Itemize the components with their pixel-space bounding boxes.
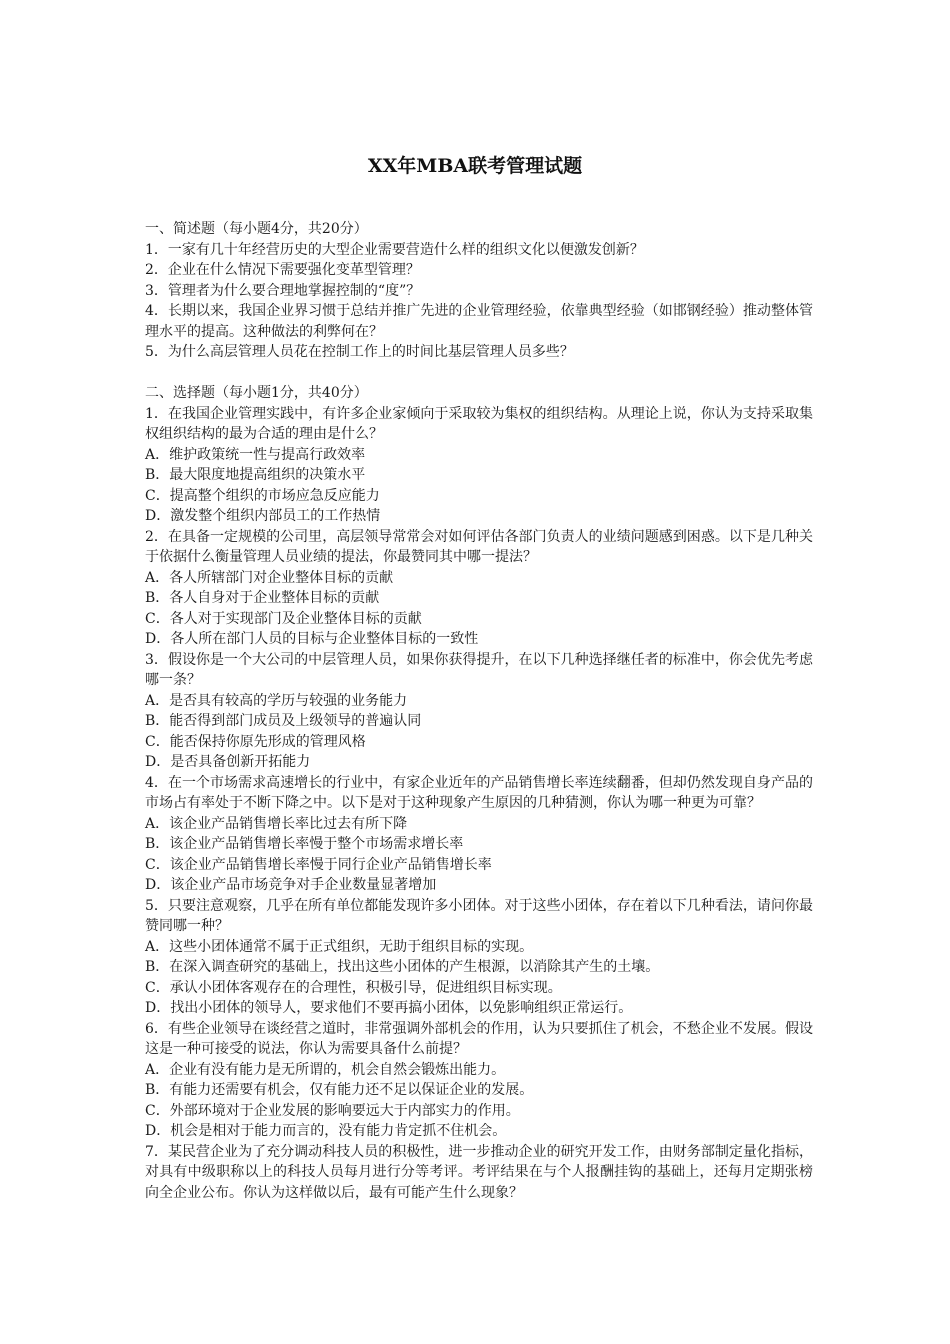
option-a: A．维护政策统一性与提高行政效率 [145,446,366,463]
option-b: B．在深入调查研究的基础上，找出这些小团体的产生根源，以消除其产生的土壤。 [145,959,660,975]
choice-question [145,1019,813,1142]
option-a: A．是否具有较高的学历与较强的业务能力 [145,692,408,709]
option-b: B．有能力还需要有机会，仅有能力还不足以保证企业的发展。 [145,1082,534,1098]
option-b: B．各人自身对于企业整体目标的贡献 [145,590,380,606]
question-stem: 3．假设你是一个大公司的中层管理人员，如果你获得提升，在以下几种选择继任者的标准中，你会优先考虑哪一条？ [145,651,813,688]
option-c: C．该企业产品销售增长率慢于同行企业产品销售增长率 [145,856,492,873]
choice-question [145,650,813,773]
option-a: A．该企业产品销售增长率比过去有所下降 [145,815,408,832]
option-d: D．找出小团体的领导人，要求他们不要再搞小团体，以免影响组织正常运行。 [145,1000,633,1016]
option-b: B．最大限度地提高组织的决策水平 [145,467,366,483]
option-b: B．该企业产品销售增长率慢于整个市场需求增长率 [145,836,464,852]
choice-question [145,896,813,1019]
section-heading: 二、选择题（每小题1分，共40分） [145,385,368,401]
question-stem: 7．某民营企业为了充分调动科技人员的积极性，进一步推动企业的研究开发工作，由财务部制定量化指标，对具有中级职称以上的科技人员每月进行分等考评。考评结果在与个人报酬挂钩的基础上，还每月定期张榜向全企业公布。你认为这样做以后，最有可能产生什么现象？ [145,1143,813,1201]
option-c: C．承认小团体客观存在的合理性，积极引导，促进组织目标实现。 [145,979,562,996]
option-c: C．外部环境对于企业发展的影响要远大于内部实力的作用。 [145,1102,520,1119]
choice-question [145,773,813,896]
question-stem: 4．在一个市场需求高速增长的行业中，有家企业近年的产品销售增长率连续翻番，但却仍然发现自身产品的市场占有率处于不断下降之中。以下是对于这种现象产生原因的几种猜测，你认为哪一种更为可靠？ [145,774,813,811]
question-stem: 2．在具备一定规模的公司里，高层领导常常会对如何评估各部门负责人的业绩问题感到困惑。以下是几种关于依据什么衡量管理人员业绩的提法，你最赞同其中哪一提法？ [145,528,813,565]
question-item: 2．企业在什么情况下需要强化变革型管理？ [145,262,420,278]
choice-question [145,1142,813,1204]
section-multiple-choice [145,383,813,1203]
choice-question [145,404,813,527]
section-spacer [145,363,813,384]
section-short-answer [145,219,813,363]
option-d: D．各人所在部门人员的目标与企业整体目标的一致性 [145,631,479,647]
document-body [145,219,813,1203]
question-stem: 6．有些企业领导在谈经营之道时，非常强调外部机会的作用，认为只要抓住了机会，不愁企业不发展。假设这是一种可接受的说法，你认为需要具备什么前提？ [145,1020,813,1057]
option-c: C．能否保持你原先形成的管理风格 [145,733,366,750]
option-a: A．企业有没有能力是无所谓的，机会自然会锻炼出能力。 [145,1061,506,1078]
question-stem: 5．只要注意观察，几乎在所有单位都能发现许多小团体。对于这些小团体，存在着以下几种看法，请问你最赞同哪一种？ [145,897,813,934]
question-item: 3．管理者为什么要合理地掌握控制的“度”？ [145,282,421,299]
option-d: D．机会是相对于能力而言的，没有能力肯定抓不住机会。 [145,1123,507,1139]
choice-question [145,527,813,650]
option-d: D．是否具备创新开拓能力 [145,754,311,770]
option-b: B．能否得到部门成员及上级领导的普遍认同 [145,713,422,729]
question-item: 4．长期以来，我国企业界习惯于总结并推广先进的企业管理经验，依靠典型经验（如邯钢经验）推动整体管理水平的提高。这种做法的利弊何在？ [145,303,813,340]
option-d: D．该企业产品市场竞争对手企业数量显著增加 [145,877,437,893]
question-stem: 1．在我国企业管理实践中，有许多企业家倾向于采取较为集权的组织结构。从理论上说，你认为支持采取集权组织结构的最为合适的理由是什么？ [145,405,813,442]
option-a: A．各人所辖部门对企业整体目标的贡献 [145,569,394,586]
question-item: 1．一家有几十年经营历史的大型企业需要营造什么样的组织文化以便激发创新？ [145,241,644,258]
document-title: XX年MBA联考管理试题 [367,155,583,177]
question-item: 5．为什么高层管理人员花在控制工作上的时间比基层管理人员多些？ [145,344,574,360]
section-heading: 一、简述题（每小题4分，共20分） [145,221,368,237]
option-a: A．这些小团体通常不属于正式组织，无助于组织目标的实现。 [145,938,534,955]
option-d: D．激发整个组织内部员工的工作热情 [145,508,381,524]
option-c: C．各人对于实现部门及企业整体目标的贡献 [145,610,422,627]
option-c: C．提高整个组织的市场应急反应能力 [145,487,380,504]
